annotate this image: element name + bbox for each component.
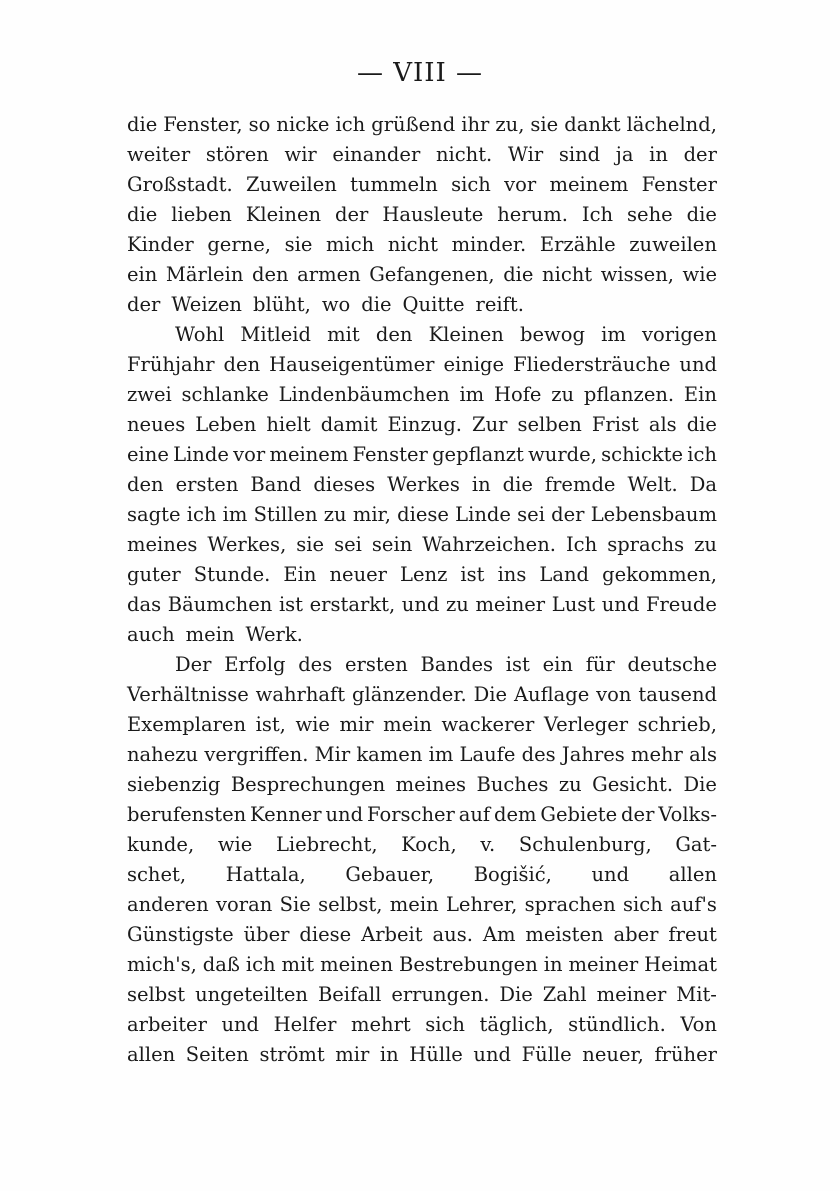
text-line: Frühjahr den Hauseigentümer einige Fliedersträuche und — [127, 353, 717, 376]
text-line: arbeiter und Helfer mehrt sich täglich, stündlich. Von — [127, 1013, 717, 1036]
text-line: Günstigste über diese Arbeit aus. Am meisten aber freut — [127, 923, 717, 946]
text-line: ein Märlein den armen Gefangenen, die nicht wissen, wie — [127, 263, 717, 286]
text-line: die Fenster, so nicke ich grüßend ihr zu, sie dankt lächelnd, — [127, 113, 717, 136]
text-line: siebenzig Besprechungen meines Buches zu Gesicht. Die — [127, 773, 717, 796]
text-line: weiter stören wir einander nicht. Wir sind ja in der — [127, 143, 717, 166]
text-line: meines Werkes, sie sei sein Wahrzeichen. Ich sprachs zu — [127, 533, 717, 556]
paragraph — [127, 650, 717, 1070]
text-line: Exemplaren ist, wie mir mein wackerer Verleger schrieb, — [127, 713, 717, 736]
page-number: — VIII — — [356, 58, 484, 88]
text-line: anderen voran Sie selbst, mein Lehrer, sprachen sich auf's — [127, 893, 717, 916]
text-line: eine Linde vor meinem Fenster gepflanzt wurde, schickte ich — [127, 443, 717, 466]
text-line: schet, Hattala, Gebauer, Bogišić, und allen — [127, 863, 717, 886]
text-line: kunde, wie Liebrecht, Koch, v. Schulenburg, Gat- — [127, 833, 717, 856]
text-line: das Bäumchen ist erstarkt, und zu meiner Lust und Freude — [127, 593, 717, 616]
text-line: die lieben Kleinen der Hausleute herum. Ich sehe die — [127, 203, 717, 226]
text-line: sagte ich im Stillen zu mir, diese Linde sei der Lebensbaum — [127, 503, 717, 526]
text-line: Großstadt. Zuweilen tummeln sich vor meinem Fenster — [127, 173, 717, 196]
text-line: berufensten Kenner und Forscher auf dem Gebiete der Volks- — [127, 803, 717, 826]
text-line: Kinder gerne, sie mich nicht minder. Erzähle zuweilen — [127, 233, 717, 256]
paragraph — [127, 320, 717, 650]
text-line: allen Seiten strömt mir in Hülle und Fülle neuer, früher — [127, 1043, 717, 1066]
text-line: Wohl Mitleid mit den Kleinen bewog im vorigen — [175, 323, 717, 346]
text-line: Der Erfolg des ersten Bandes ist ein für deutsche — [175, 653, 717, 676]
text-line: der Weizen blüht, wo die Quitte reift. — [127, 293, 524, 316]
text-line: zwei schlanke Lindenbäumchen im Hofe zu pflanzen. Ein — [127, 383, 717, 406]
text-line: nahezu vergriffen. Mir kamen im Laufe des Jahres mehr als — [127, 743, 717, 766]
text-line: guter Stunde. Ein neuer Lenz ist ins Land gekommen, — [127, 563, 717, 586]
paragraph — [127, 110, 717, 320]
text-line: den ersten Band dieses Werkes in die fremde Welt. Da — [127, 473, 717, 496]
text-line: Verhältnisse wahrhaft glänzender. Die Auflage von tausend — [127, 683, 717, 706]
body-text — [127, 110, 717, 1070]
text-line: neues Leben hielt damit Einzug. Zur selben Frist als die — [127, 413, 717, 436]
text-line: mich's, daß ich mit meinen Bestrebungen in meiner Heimat — [127, 953, 717, 976]
text-line: selbst ungeteilten Beifall errungen. Die Zahl meiner Mit- — [127, 983, 717, 1006]
text-line: auch mein Werk. — [127, 623, 303, 646]
